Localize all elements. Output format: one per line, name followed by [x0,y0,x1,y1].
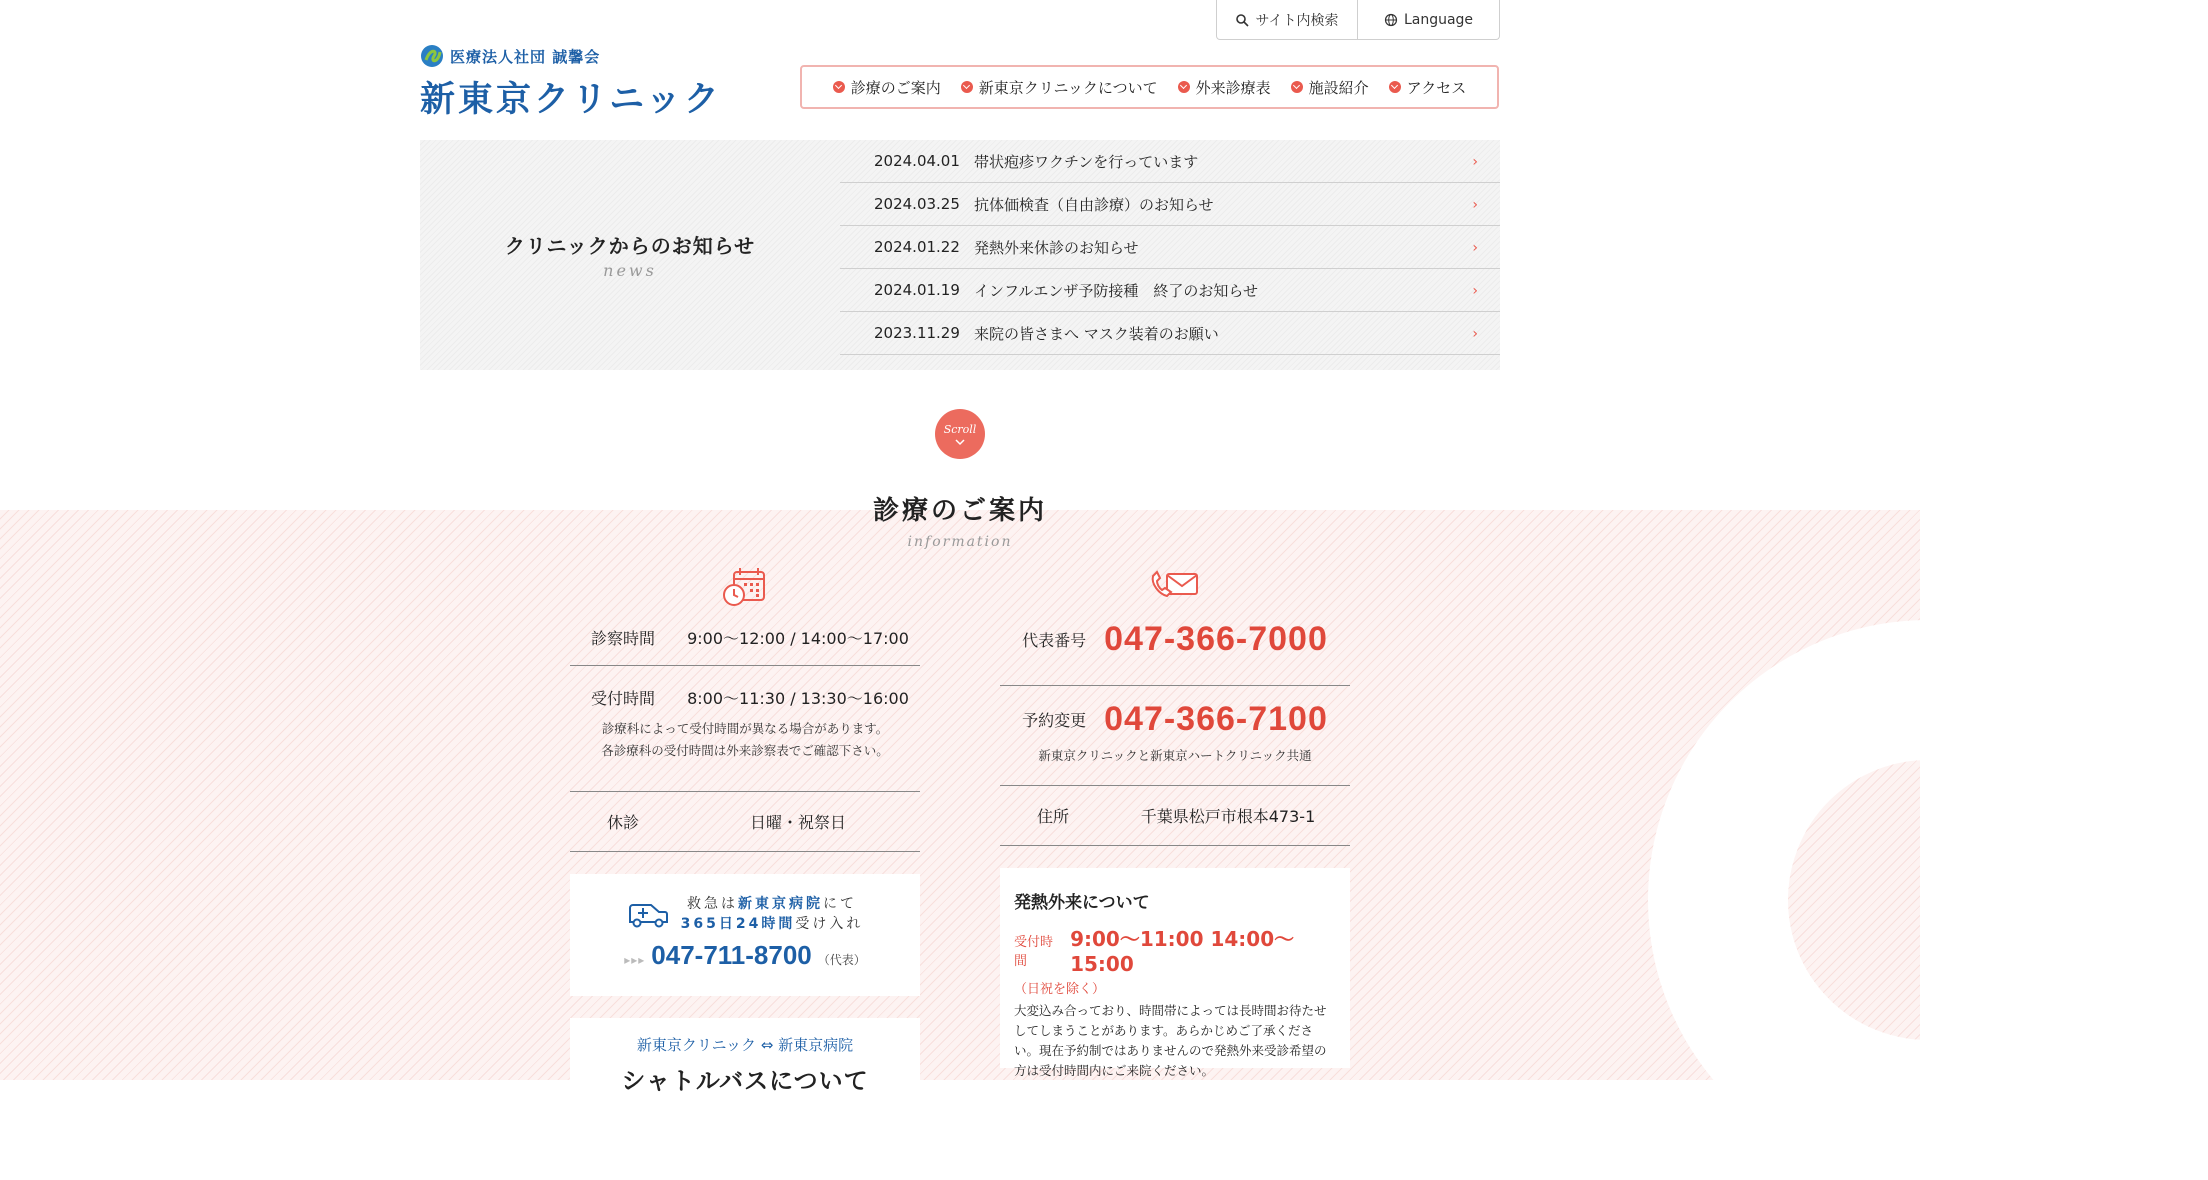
nav-label: 新東京クリニックについて [978,78,1158,97]
news-date: 2023.11.29 [874,324,960,342]
news-list [840,140,1500,355]
reception-note: 診療科によって受付時間が異なる場合があります。 [601,721,889,736]
chevron-right-icon [833,81,845,93]
nav-item-facilities[interactable] [1291,77,1369,98]
consultation-hours-value: 9:00〜12:00 / 14:00〜17:00 [687,629,909,648]
information-background [0,510,1920,1080]
emergency-text-post: 受け入れ [795,916,864,932]
logo-mark-icon [420,44,444,68]
search-icon [1235,13,1249,27]
chevron-right-icon [961,81,973,93]
hours-column [570,566,920,1098]
fever-body: 大変込み合っており、時間帯によっては長時間お待たせしてしまうことがあります。あらかじめご了承ください。現在予約制ではありませんので発熱外来受診希望の方は受付時間内にご来院ください。 [1014,1003,1327,1078]
nav-label: 施設紹介 [1308,78,1369,97]
language-button[interactable] [1358,0,1500,40]
reception-hours-row [570,680,920,714]
chevron-right-icon: › [1472,283,1478,299]
news-date: 2024.04.01 [874,152,960,170]
news-item[interactable] [840,183,1500,226]
main-tel-number[interactable]: 047-366-7000 [1104,620,1328,658]
news-text: 帯状疱疹ワクチンを行っています [974,152,1199,171]
emergency-hospital: 新東京病院 [738,896,823,912]
ambulance-icon [627,898,669,930]
language-label: Language [1403,11,1474,28]
decorative-ring [1648,620,2208,1180]
reception-hours-block [570,666,920,792]
news-date: 2024.01.19 [874,281,960,299]
main-tel-label: 代表番号 [1022,631,1087,650]
emergency-tel-note: （代表） [817,953,866,967]
chevron-right-icon: › [1472,326,1478,342]
shared-note: 新東京クリニックと新東京ハートクリニック共通 [1038,748,1312,763]
logo-title: 新東京クリニック [420,80,722,120]
logo-subtitle: 医療法人社団 誠馨会 [450,47,601,66]
chevron-right-icon: › [1472,240,1478,256]
reservation-tel-row [1000,686,1350,786]
reception-note: 各診療科の受付時間は外来診察表でご確認下さい。 [601,743,889,758]
news-subtitle: news [603,261,657,280]
emergency-text-mid: にて [823,896,857,912]
closed-days-label: 休診 [606,813,639,832]
nav-item-schedule[interactable] [1178,77,1271,98]
emergency-text-pre: 救急は [687,896,738,912]
chevron-right-icon [1178,81,1190,93]
reservation-tel-label: 予約変更 [1022,711,1087,730]
emergency-box[interactable] [570,874,920,996]
address-label: 住所 [1036,807,1069,826]
chevron-right-icon: › [1472,154,1478,170]
news-title: クリニックからのお知らせ [504,234,756,258]
closed-days-row [570,792,920,852]
emergency-tel[interactable]: 047-711-8700 [651,940,812,970]
information-subtitle: information [907,534,1013,550]
scroll-button[interactable] [935,409,985,459]
fever-title: 発熱外来について [1014,893,1150,913]
news-item[interactable] [840,312,1500,355]
news-section [420,140,1500,370]
global-nav [800,65,1499,109]
news-text: 発熱外来休診のお知らせ [974,238,1139,257]
header-utilities [1216,0,1500,40]
shuttle-title: シャトルバスについて [621,1067,869,1095]
information-title: 診療のご案内 [872,496,1047,526]
arrow-icon: ▸▸▸ [624,953,646,967]
news-heading [420,140,840,370]
chevron-right-icon [1389,81,1401,93]
globe-icon [1384,13,1398,27]
nav-label: 外来診療表 [1195,78,1271,97]
news-item[interactable] [840,226,1500,269]
shuttle-route: 新東京クリニック ⇔ 新東京病院 [636,1036,854,1054]
fever-time-label: 受付時間 [1014,935,1054,969]
consultation-hours-label: 診察時間 [590,629,655,648]
chevron-right-icon [1291,81,1303,93]
reservation-tel-number[interactable]: 047-366-7100 [1104,700,1328,738]
nav-label: 診療のご案内 [850,78,941,97]
reception-hours-label: 受付時間 [590,688,655,708]
site-search-label: サイト内検索 [1255,12,1339,29]
address-row [1000,786,1350,846]
contact-column [1000,566,1350,1078]
address-value: 千葉県松戸市根本473-1 [1140,807,1316,826]
phone-mail-icon [1000,566,1350,610]
closed-days-value: 日曜・祝祭日 [749,813,846,832]
news-text: 来院の皆さまへ マスク装着のお願い [974,324,1219,343]
chevron-down-icon [954,438,966,446]
emergency-hours: 365日24時間 [680,916,796,932]
nav-item-about[interactable] [961,77,1158,98]
chevron-right-icon: › [1472,197,1478,213]
fever-exclusion: （日祝を除く） [1014,982,1106,997]
news-text: 抗体価検査（自由診療）のお知らせ [974,195,1214,214]
news-item[interactable] [840,140,1500,183]
news-text: インフルエンザ予防接種 終了のお知らせ [974,281,1258,300]
main-tel-row [1000,610,1350,686]
consultation-hours-row [570,610,920,666]
nav-item-access[interactable] [1389,77,1467,98]
news-item[interactable] [840,269,1500,312]
shuttle-bus-box[interactable] [570,1018,920,1098]
calendar-clock-icon [570,566,920,610]
news-date: 2024.01.22 [874,238,960,256]
fever-clinic-box [1000,868,1350,1078]
emergency-text [681,894,864,934]
site-search-button[interactable] [1216,0,1358,40]
nav-label: アクセス [1406,78,1467,97]
fever-time-value: 9:00〜11:00 14:00〜15:00 [1070,927,1295,976]
nav-item-consultation[interactable] [833,77,941,98]
news-date: 2024.03.25 [874,195,960,213]
reception-hours-value: 8:00〜11:30 / 13:30〜16:00 [687,688,909,708]
site-logo[interactable] [420,44,722,122]
scroll-label: Scroll [943,422,977,436]
